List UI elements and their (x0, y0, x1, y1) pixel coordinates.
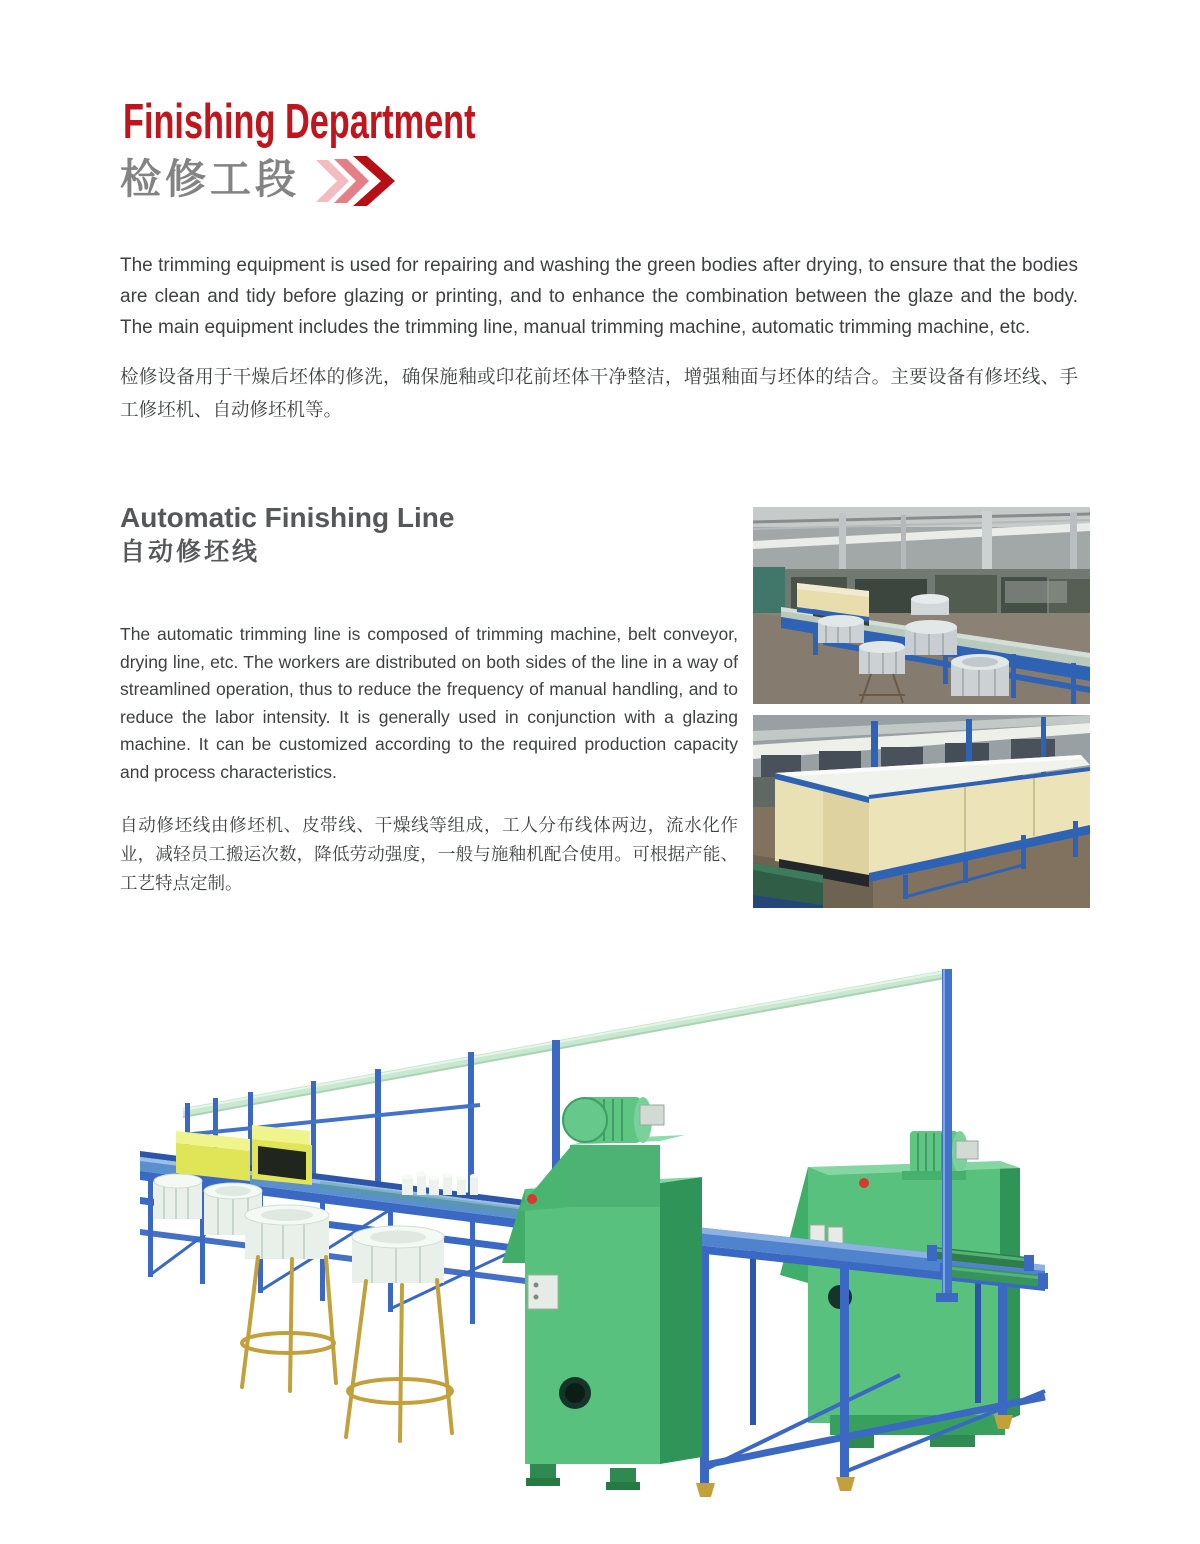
section-paragraph-zh: 自动修坯线由修坯机、皮带线、干燥线等组成，工人分布线体两边，流水化作业，减轻员工搬运次数，降低劳动强度，一般与施釉机配合使用。可根据产能、工艺特点定制。 (120, 815, 738, 893)
factory-conveyor-photo-graphic (753, 507, 1090, 704)
page-title-zh: 检修工段 (120, 156, 300, 203)
section-paragraph-en: The automatic trimming line is composed of trimming machine, belt conveyor, drying line, etc. The workers are distributed on both sides of the line in a way of streamlined operation, thus to reduce the frequency of manual handling, and to reduce the labor intensity. It is generally used in conjunction with a glazing machine. It can be customized according to the required production capacity and process characteristics. (120, 624, 738, 782)
photo-drying-tunnel (753, 715, 1090, 908)
section-heading (120, 500, 454, 569)
finishing-line-graphic (140, 945, 1080, 1520)
photo-factory-conveyor (753, 507, 1090, 704)
trimming-machine-center (502, 1097, 702, 1490)
page-title-en: Finishing Department (123, 95, 476, 149)
section-title-zh: 自动修坯线 (120, 538, 261, 566)
drying-tunnel-photo-graphic (753, 715, 1090, 908)
wire-stand-2 (346, 1226, 452, 1441)
intro-paragraph-en: The trimming equipment is used for repairing and washing the green bodies after drying, to ensure that the bodies are clean and tidy before glazing or printing, and to enhance the combination between the glaze and the body. The main equipment includes the trimming line, manual trimming machine, automatic trimming machine, etc. (120, 255, 1078, 338)
overhead-rail (183, 969, 950, 1118)
triple-chevron-right-icon (316, 155, 402, 207)
section-title-en: Automatic Finishing Line (120, 502, 455, 533)
finishing-line-illustration (140, 945, 1080, 1520)
trimming-machine-right (780, 1131, 1020, 1448)
intro-paragraph-zh: 检修设备用于干燥后坯体的修洗，确保施釉或印花前坯体干净整洁，增强釉面与坯体的结合。主要设备有修坯线、手工修坯机、自动修坯机等。 (120, 366, 1078, 420)
page-subtitle-row (120, 153, 402, 207)
